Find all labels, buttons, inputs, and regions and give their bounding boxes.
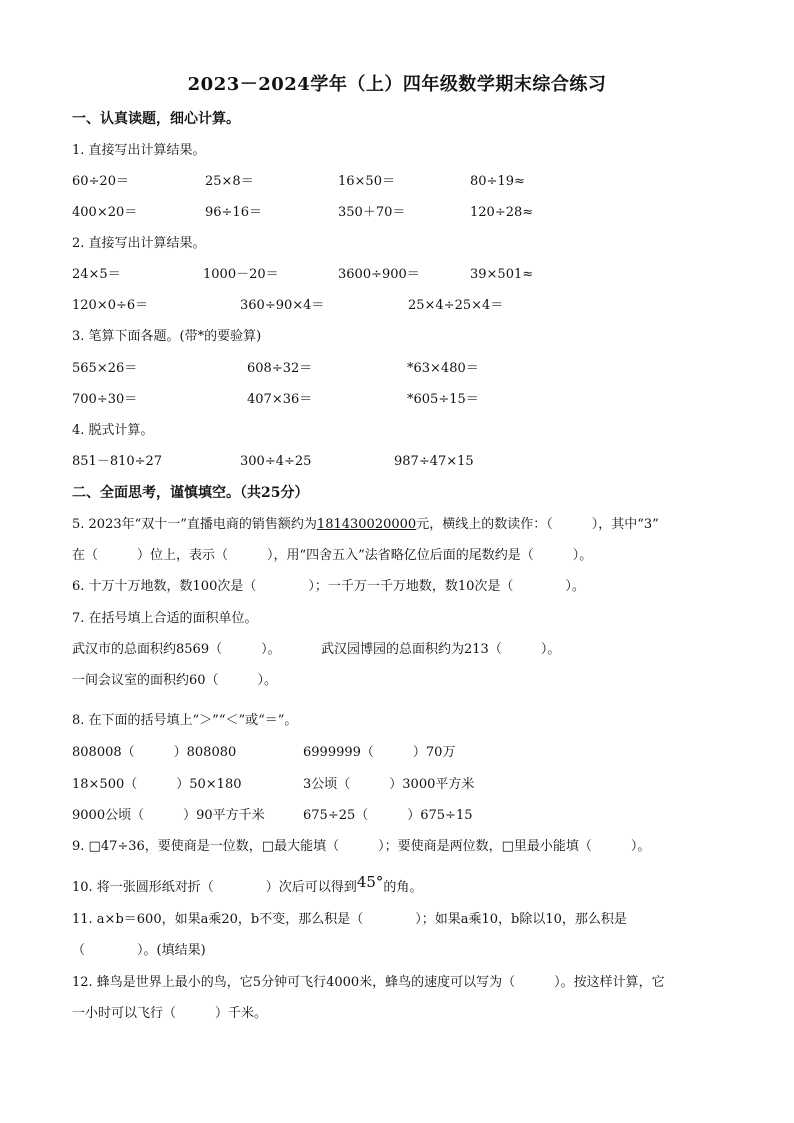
q1-expr: 60÷20＝ [72, 174, 129, 189]
q7-item: 武汉市的总面积约8569（ ）。 [72, 642, 281, 657]
q3-expr: 608÷32＝ [247, 361, 313, 376]
q1-label: 1. 直接写出计算结果。 [72, 143, 206, 158]
q8-compare: 675÷25（ ）675÷15 [303, 808, 473, 823]
q8-compare: 808008（ ）808080 [72, 745, 237, 760]
q10-text [72, 873, 423, 897]
section-2-heading: 二、全面思考，谨慎填空。（共25分） [72, 485, 309, 501]
angle-value: 45° [356, 873, 384, 891]
q1-expr: 400×20＝ [72, 205, 138, 220]
q8-label: 8. 在下面的括号填上“＞”“＜”或“＝”。 [72, 713, 298, 728]
q12-line-1: 12. 蜂鸟是世界上最小的鸟，它5分钟可飞行4000米，蜂鸟的速度可以写为（ ）。按这样计算，它 [72, 975, 665, 990]
page-title: 2023－2024学年（上）四年级数学期末综合练习 [187, 74, 607, 95]
q8-compare: 18×500（ ）50×180 [72, 777, 242, 792]
q3-expr: *63×480＝ [407, 361, 479, 376]
q4-expr: 851－810÷27 [72, 454, 163, 469]
q3-expr: 700÷30＝ [72, 392, 138, 407]
q3-expr: 407×36＝ [247, 392, 313, 407]
q4-expr: 300÷4÷25 [240, 454, 312, 469]
q2-expr: 24×5＝ [72, 267, 121, 282]
q5-number: 181430020000 [316, 517, 417, 532]
q4-label: 4. 脱式计算。 [72, 423, 154, 438]
q10-part: 10. 将一张圆形纸对折（ ）次后可以得到 [72, 880, 357, 895]
q2-label: 2. 直接写出计算结果。 [72, 236, 206, 251]
q2-expr: 3600÷900＝ [338, 267, 420, 282]
q5-line-1 [72, 516, 659, 534]
section-1-heading: 一、认真读题，细心计算。 [72, 111, 240, 127]
q6-text: 6. 十万十万地数，数100次是（ ）；一千万一千万地数，数10次是（ ）。 [72, 579, 585, 594]
q12-line-2: 一小时可以飞行（ ）千米。 [72, 1006, 268, 1021]
q8-compare: 6999999（ ）70万 [303, 745, 456, 760]
q7-item: 武汉园博园的总面积约为213（ ）。 [321, 642, 561, 657]
q1-expr: 350＋70＝ [338, 205, 406, 220]
q2-expr: 39×501≈ [470, 267, 534, 282]
q3-label: 3. 笔算下面各题。(带*的要验算) [72, 329, 262, 344]
q1-expr: 96÷16＝ [205, 205, 262, 220]
q2-expr: 1000－20＝ [203, 267, 279, 282]
q7-row-2: 一间会议室的面积约60（ ）。 [72, 673, 278, 688]
q8-compare: 9000公顷（ ）90平方千米 [72, 808, 265, 823]
q9-text: 9. □47÷36，要使商是一位数，□最大能填（ ）；要使商是两位数，□里最小能填（ ）。 [72, 839, 651, 854]
q1-expr: 80÷19≈ [470, 174, 525, 189]
q2-expr: 120×0÷6＝ [72, 298, 149, 313]
q1-expr: 120÷28≈ [470, 205, 534, 220]
q5-line-2: 在（ ）位上，表示（ ），用“四舍五入”法省略亿位后面的尾数约是（ ）。 [72, 548, 593, 563]
q2-expr: 25×4÷25×4＝ [408, 298, 504, 313]
q3-expr: *605÷15＝ [407, 392, 479, 407]
q1-expr: 25×8＝ [205, 174, 254, 189]
q5-text: 元，横线上的数读作：（ ），其中“3” [416, 517, 659, 532]
q5-text: 5. 2023年“双十一”直播电商的销售额约为 [72, 517, 317, 532]
q4-expr: 987÷47×15 [394, 454, 474, 469]
q7-label: 7. 在括号填上合适的面积单位。 [72, 611, 258, 626]
q3-expr: 565×26＝ [72, 361, 138, 376]
q1-expr: 16×50＝ [338, 174, 395, 189]
q10-part: 的角。 [383, 880, 423, 895]
q11-line-1: 11. a×b＝600，如果a乘20，b不变，那么积是（ ）；如果a乘10，b除以10，那么积是 [72, 912, 627, 927]
q2-expr: 360÷90×4＝ [240, 298, 325, 313]
q8-compare: 3公顷（ ）3000平方米 [303, 777, 475, 792]
q11-line-2: （ ）。(填结果) [72, 943, 206, 958]
